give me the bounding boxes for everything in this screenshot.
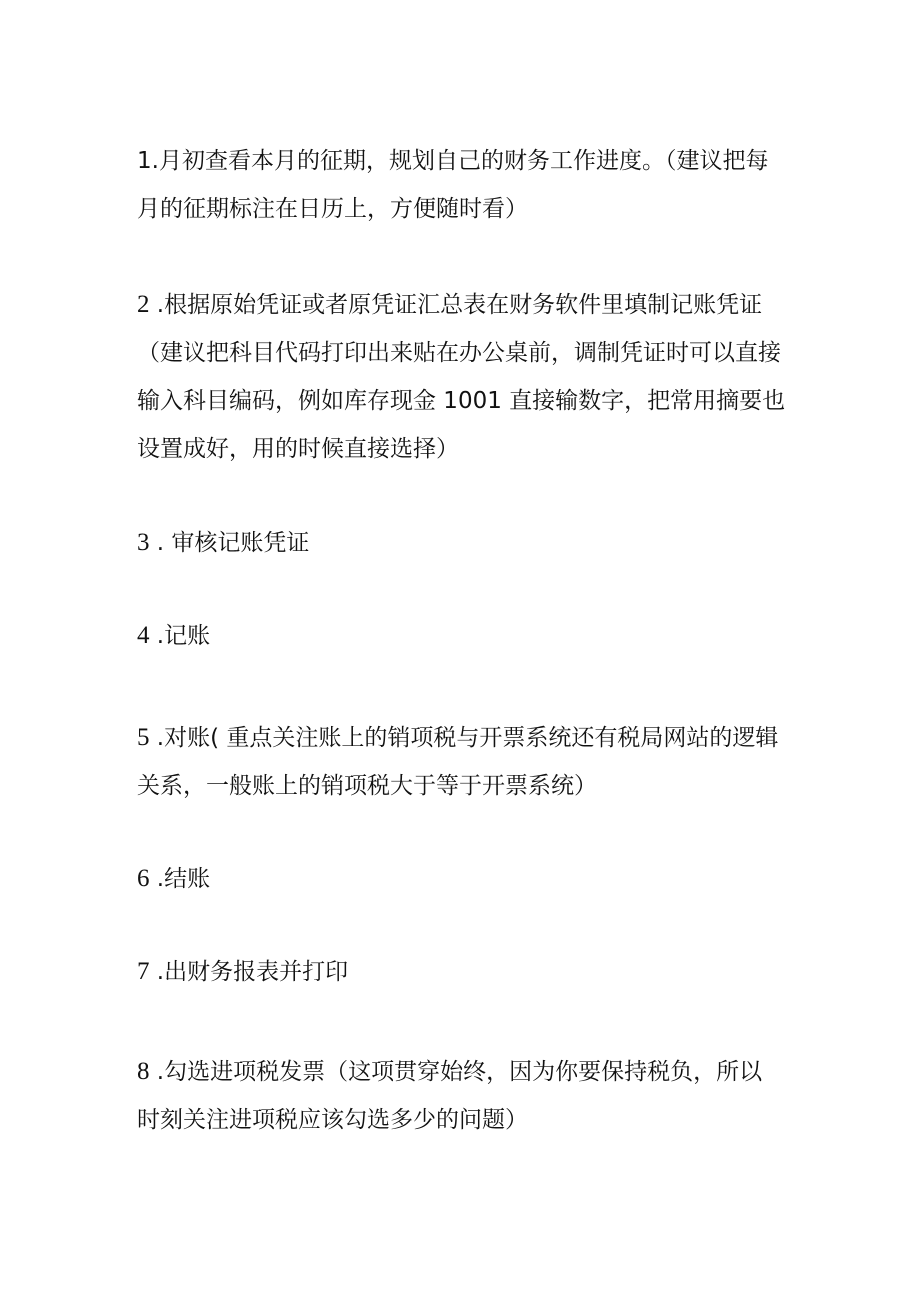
step-3-line-1 bbox=[137, 519, 797, 567]
step-2-line-4: 设置成好，用的时候直接选择） bbox=[137, 436, 459, 462]
step-5-paragraph bbox=[137, 714, 797, 810]
step-8-paragraph bbox=[137, 1048, 797, 1144]
step-text: .结账 bbox=[149, 866, 211, 892]
step-2-paragraph bbox=[137, 281, 797, 473]
step-number: 8 bbox=[137, 1058, 150, 1085]
step-number: 7 bbox=[137, 958, 150, 985]
step-text: .根据原始凭证或者原凭证汇总表在财务软件里填制记账凭证 bbox=[149, 292, 763, 318]
step-text: .月初查看本月的征期，规划自己的财务工作进度。（建议把每 bbox=[151, 148, 769, 174]
step-7-line-1 bbox=[137, 948, 797, 996]
step-number: 4 bbox=[137, 622, 150, 649]
step-number: 6 bbox=[137, 865, 150, 892]
step-number: 3 bbox=[137, 529, 150, 556]
step-number: 1 bbox=[137, 148, 152, 174]
step-1-line-2: 月的征期标注在日历上，方便随时看） bbox=[137, 196, 528, 222]
step-8-line-2: 时刻关注进项税应该勾选多少的问题） bbox=[137, 1107, 528, 1133]
step-4-line-1 bbox=[137, 612, 797, 660]
step-6-line-1 bbox=[137, 855, 797, 903]
step-1-line-1 bbox=[137, 137, 797, 185]
step-6-paragraph bbox=[137, 855, 797, 903]
step-2-line-2: （建议把科目代码打印出来贴在办公桌前，调制凭证时可以直接 bbox=[137, 340, 781, 366]
step-number: 2 bbox=[137, 291, 150, 318]
step-1-paragraph bbox=[137, 137, 797, 233]
step-text: .记账 bbox=[149, 623, 211, 649]
step-text: .出财务报表并打印 bbox=[149, 959, 349, 985]
step-2-line-1 bbox=[137, 281, 797, 329]
step-7-paragraph bbox=[137, 948, 797, 996]
step-2-line-3: 输入科目编码，例如库存现金 1001 直接输数字，把常用摘要也 bbox=[137, 388, 786, 414]
step-8-line-1 bbox=[137, 1048, 797, 1096]
step-4-paragraph bbox=[137, 612, 797, 660]
step-text: . 审核记账凭证 bbox=[149, 530, 310, 556]
step-text: .对账( 重点关注账上的销项税与开票系统还有税局网站的逻辑 bbox=[149, 725, 779, 751]
step-5-line-2: 关系，一般账上的销项税大于等于开票系统） bbox=[137, 773, 597, 799]
step-text: .勾选进项税发票（这项贯穿始终，因为你要保持税负，所以 bbox=[149, 1059, 763, 1085]
step-3-paragraph bbox=[137, 519, 797, 567]
step-number: 5 bbox=[137, 724, 150, 751]
step-5-line-1 bbox=[137, 714, 797, 762]
